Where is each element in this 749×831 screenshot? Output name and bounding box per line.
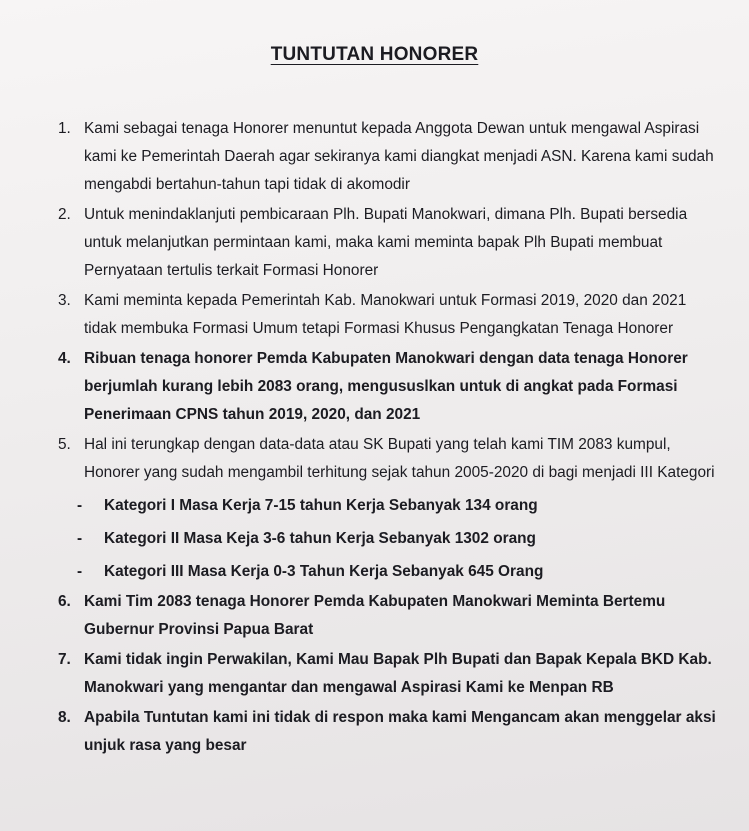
demand-text: Untuk menindaklanjuti pembicaraan Plh. Bupati Manokwari, dimana Plh. Bupati bersedia untuk melanjutkan permintaan kami, maka kami meminta bapak Plh Bupati membuat Pernyataan tertulis terkait Formasi Honorer [84,206,688,279]
category-item-1 [0,489,749,522]
demand-item-4 [0,345,749,429]
demand-number: 4. [58,350,71,367]
category-dash: - [77,563,83,580]
category-text: Kategori I Masa Kerja 7-15 tahun Kerja Sebanyak 134 orang [104,497,538,514]
demand-item-5 [0,431,749,487]
category-text: Kategori III Masa Kerja 0-3 Tahun Kerja Sebanyak 645 Orang [104,563,544,580]
category-dash: - [77,530,83,547]
document-title [0,44,749,66]
demand-text: Hal ini terungkap dengan data-data atau SK Bupati yang telah kami TIM 2083 kumpul, Honorer yang sudah mengambil terhitung sejak tahun 2005-2020 di bagi menjadi III Kategori [84,436,715,481]
demand-item-6 [0,588,749,644]
demand-text: Apabila Tuntutan kami ini tidak di respon maka kami Mengancam akan menggelar aksi unjuk rasa yang besar [84,709,716,754]
demand-number: 6. [58,593,71,610]
demand-item-3 [0,287,749,343]
category-dash: - [77,497,83,514]
demand-text: Kami sebagai tenaga Honorer menuntut kepada Anggota Dewan untuk mengawal Aspirasi kami ke Pemerintah Daerah agar sekiranya kami diangkat menjadi ASN. Karena kami sudah mengabdi bertahun-tahun tapi tidak di akomodir [84,120,714,193]
demand-item-8 [0,704,749,760]
demand-number: 3. [58,292,71,309]
document-title-text: TUNTUTAN HONORER [270,44,479,65]
demands-list [0,115,749,762]
demand-text: Ribuan tenaga honorer Pemda Kabupaten Manokwari dengan data tenaga Honorer berjumlah kurang lebih 2083 orang, mengususlkan untuk di angkat pada Formasi Penerimaan CPNS tahun 2019, 2020, dan 2021 [84,350,688,423]
category-item-2 [0,522,749,555]
category-text: Kategori II Masa Keja 3-6 tahun Kerja Sebanyak 1302 orang [104,530,536,547]
demand-text: Kami tidak ingin Perwakilan, Kami Mau Bapak Plh Bupati dan Bapak Kepala BKD Kab. Manokwari yang mengantar dan mengawal Aspirasi Kami ke Menpan RB [84,651,712,696]
demand-item-2 [0,201,749,285]
demand-text: Kami Tim 2083 tenaga Honorer Pemda Kabupaten Manokwari Meminta Bertemu Gubernur Provinsi Papua Barat [84,593,666,638]
demand-number: 2. [58,206,71,223]
demand-item-1 [0,115,749,199]
demand-number: 1. [58,120,71,137]
demand-number: 7. [58,651,71,668]
demand-item-7 [0,646,749,702]
demand-number: 5. [58,436,71,453]
demand-text: Kami meminta kepada Pemerintah Kab. Manokwari untuk Formasi 2019, 2020 dan 2021 tidak membuka Formasi Umum tetapi Formasi Khusus Pengangkatan Tenaga Honorer [84,292,687,337]
demand-number: 8. [58,709,71,726]
category-item-3 [0,555,749,588]
